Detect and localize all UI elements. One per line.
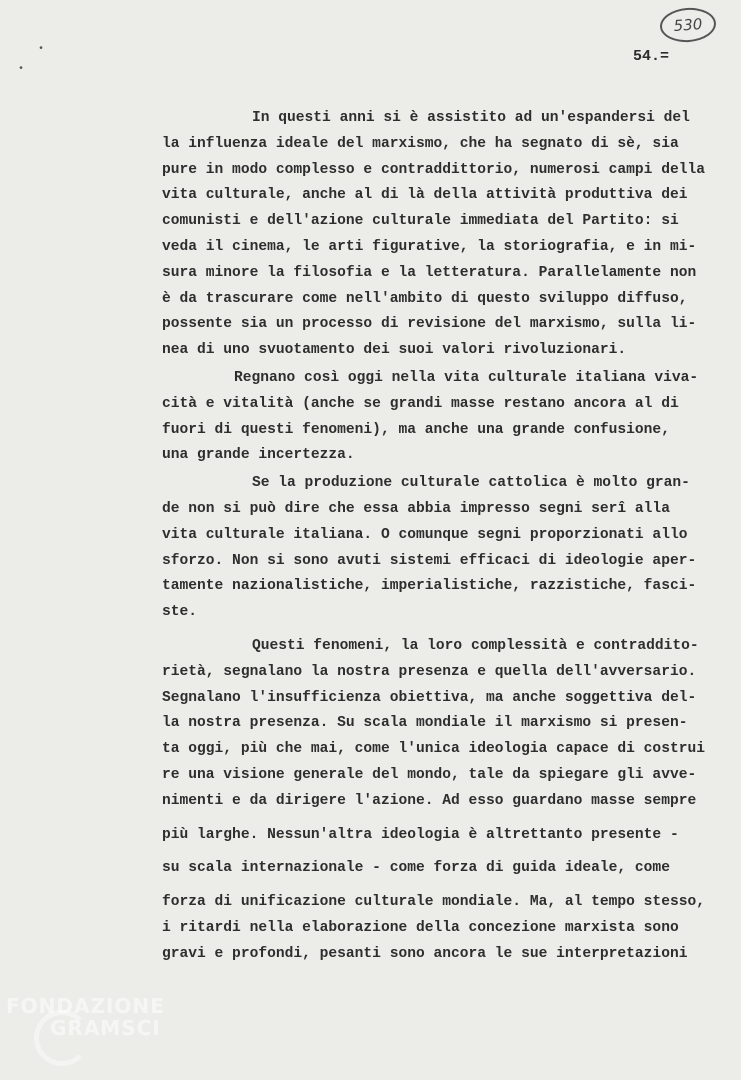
text-line: è da trascurare come nell'ambito di questo sviluppo diffuso,	[162, 290, 688, 307]
text-line: forza di unificazione culturale mondiale. Ma, al tempo stesso,	[162, 894, 705, 911]
text-line: la nostra presenza. Su scala mondiale il marxismo si presen-	[162, 715, 688, 732]
body-text	[162, 106, 722, 968]
text-line: gravi e profondi, pesanti sono ancora le sue interpretazioni	[162, 945, 688, 962]
archive-stamp	[659, 6, 717, 44]
text-line: fuori di questi fenomeni), ma anche una grande confusione,	[162, 421, 670, 438]
text-line: comunisti e dell'azione culturale immediata del Partito: si	[162, 213, 679, 230]
text-line: i ritardi nella elaborazione della concezione marxista sono	[162, 919, 679, 936]
watermark-line: GRAMSCI	[50, 1016, 161, 1040]
text-line: cità e vitalità (anche se grandi masse restano ancora al di	[162, 395, 679, 412]
text-line: pure in modo complesso e contraddittorio, numerosi campi della	[162, 161, 705, 178]
text-line: nea di uno svuotamento dei suoi valori rivoluzionari.	[162, 342, 627, 359]
text-line: vita culturale, anche al di là della attività produttiva dei	[162, 187, 688, 204]
text-line: su scala internazionale - come forza di guida ideale, come	[162, 860, 670, 877]
text-line: In questi anni si è assistito ad un'espandersi del	[252, 110, 690, 126]
watermark-line: FONDAZIONE	[6, 994, 165, 1018]
text-line: la influenza ideale del marxismo, che ha segnato di sè, sia	[162, 135, 679, 152]
page-number: 54.=	[633, 48, 670, 65]
text-line: Se la produzione culturale cattolica è molto gran-	[252, 475, 690, 492]
margin-speck: •	[18, 64, 25, 75]
archive-stamp-number: 530	[673, 15, 703, 35]
text-line: possente sia un processo di revisione del marxismo, sulla li-	[162, 316, 697, 333]
text-line: re una visione generale del mondo, tale da spiegare gli avve-	[162, 766, 697, 783]
text-line: Questi fenomeni, la loro complessità e contraddito-	[252, 637, 699, 654]
text-line: tamente nazionalistiche, imperialistiche, razzistiche, fasci-	[162, 578, 697, 595]
text-line: vita culturale italiana. O comunque segni proporzionati allo	[162, 526, 688, 543]
text-line: ta oggi, più che mai, come l'unica ideologia capace di costrui	[162, 741, 705, 758]
text-line: Segnalano l'insufficienza obiettiva, ma anche soggettiva del-	[162, 689, 697, 706]
text-line: una grande incertezza.	[162, 447, 355, 464]
text-line: più larghe. Nessun'altra ideologia è altrettanto presente -	[162, 826, 679, 843]
text-line: de non si può dire che essa abbia impresso segni serî alla	[162, 500, 670, 517]
text-line: Regnano così oggi nella vita culturale italiana viva-	[234, 369, 699, 386]
margin-speck: •	[38, 44, 45, 55]
text-line: rietà, segnalano la nostra presenza e quella dell'avversario.	[162, 663, 697, 680]
text-line: ste.	[162, 604, 198, 621]
watermark	[6, 996, 165, 1038]
text-line: nimenti e da dirigere l'azione. Ad esso guardano masse sempre	[162, 792, 697, 809]
text-line: veda il cinema, le arti figurative, la storiografia, e in mi-	[162, 238, 697, 255]
text-line: sura minore la filosofia e la letteratura. Parallelamente non	[162, 264, 697, 281]
text-line: sforzo. Non si sono avuti sistemi efficaci di ideologie aper-	[162, 552, 697, 569]
